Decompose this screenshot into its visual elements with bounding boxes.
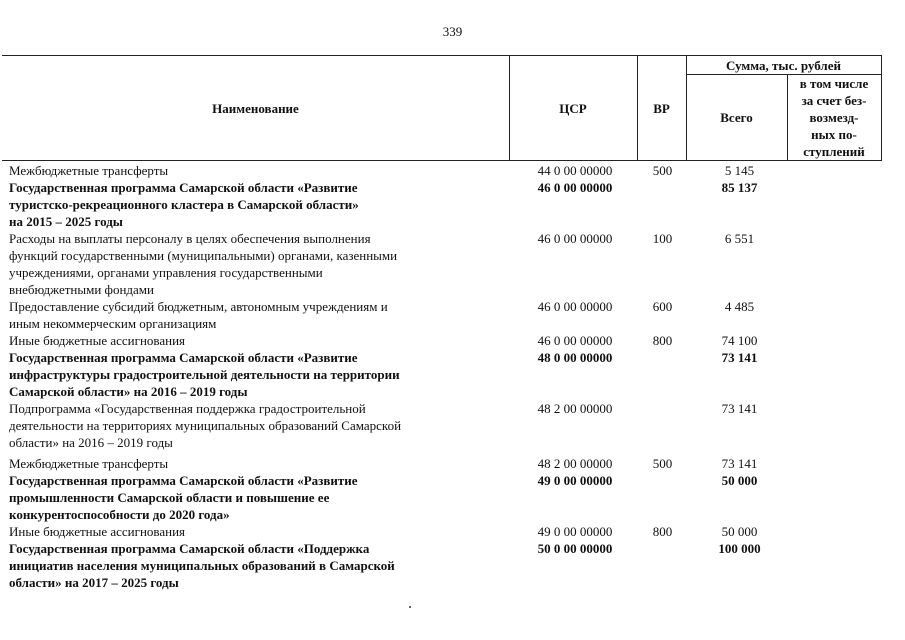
row-name: Государственная программа Самарской области «Поддержка инициатив населения муниципальных образований в Самарской области» на 2017 – 2025 годы <box>9 541 395 590</box>
row-total: 100 000 <box>718 541 761 556</box>
row-total: 73 141 <box>721 456 758 471</box>
header-name: Наименование <box>212 101 299 116</box>
row-csr: 46 0 00 00000 <box>537 180 613 195</box>
header-vr: ВР <box>653 101 670 116</box>
row-name: Межбюджетные трансферты <box>9 163 169 178</box>
scan-speck <box>409 606 411 608</box>
header-sum: Сумма, тыс. рублей <box>726 58 841 73</box>
row-csr: 48 0 00 00000 <box>537 350 613 365</box>
row-csr: 46 0 00 00000 <box>537 333 613 348</box>
row-total: 50 000 <box>721 473 758 488</box>
col-divider-right <box>881 55 882 161</box>
row-csr: 46 0 00 00000 <box>537 231 613 246</box>
row-csr: 49 0 00 00000 <box>537 524 613 539</box>
row-name: Расходы на выплаты персоналу в целях обеспечения выполнения функций государственными (муниципальными) органами, казенными учреждениями, органами управления государственными внебюджетными фондами <box>9 231 398 297</box>
row-vr: 600 <box>652 299 673 314</box>
row-name: Подпрограмма «Государственная поддержка градостроительной деятельности на территориях муниципальных образований Самарской области» на 2016 – 2019 годы <box>9 401 402 450</box>
header-bottom-border <box>2 160 882 161</box>
row-total: 73 141 <box>721 401 758 416</box>
table-top-border <box>2 55 882 56</box>
row-name: Государственная программа Самарской области «Развитие инфраструктуры градостроительной деятельности на территории Самарской области» на 2016 – 2019 годы <box>9 350 400 399</box>
row-total: 74 100 <box>721 333 758 348</box>
header-total: Всего <box>720 110 753 125</box>
row-csr: 46 0 00 00000 <box>537 299 613 314</box>
row-csr: 48 2 00 00000 <box>537 456 613 471</box>
row-name: Государственная программа Самарской области «Развитие промышленности Самарской области и повышение ее конкурентоспособности до 2020 года» <box>9 473 358 522</box>
row-total: 4 485 <box>724 299 755 314</box>
row-vr: 500 <box>652 456 673 471</box>
row-csr: 44 0 00 00000 <box>537 163 613 178</box>
row-vr: 100 <box>652 231 673 246</box>
row-total: 5 145 <box>724 163 755 178</box>
row-name: Предоставление субсидий бюджетным, автономным учреждениям и иным некоммерческим организациям <box>9 299 388 331</box>
row-total: 6 551 <box>724 231 755 246</box>
row-total: 85 137 <box>721 180 758 195</box>
page-number: 339 <box>442 24 463 39</box>
row-name: Межбюджетные трансферты <box>9 456 169 471</box>
header-csr: ЦСР <box>559 101 587 116</box>
row-csr: 50 0 00 00000 <box>537 541 613 556</box>
row-vr: 500 <box>652 163 673 178</box>
row-name: Иные бюджетные ассигнования <box>9 524 186 539</box>
row-vr: 800 <box>652 333 673 348</box>
row-total: 73 141 <box>721 350 758 365</box>
row-csr: 49 0 00 00000 <box>537 473 613 488</box>
row-vr: 800 <box>652 524 673 539</box>
header-free: в том числе за счет без- возмезд- ных по- ступлений <box>799 76 869 159</box>
row-name: Иные бюджетные ассигнования <box>9 333 186 348</box>
row-name: Государственная программа Самарской области «Развитие туристско-рекреационного кластера в Самарской области» на 2015 – 2025 годы <box>9 180 359 229</box>
row-total: 50 000 <box>721 524 758 539</box>
row-csr: 48 2 00 00000 <box>537 401 613 416</box>
